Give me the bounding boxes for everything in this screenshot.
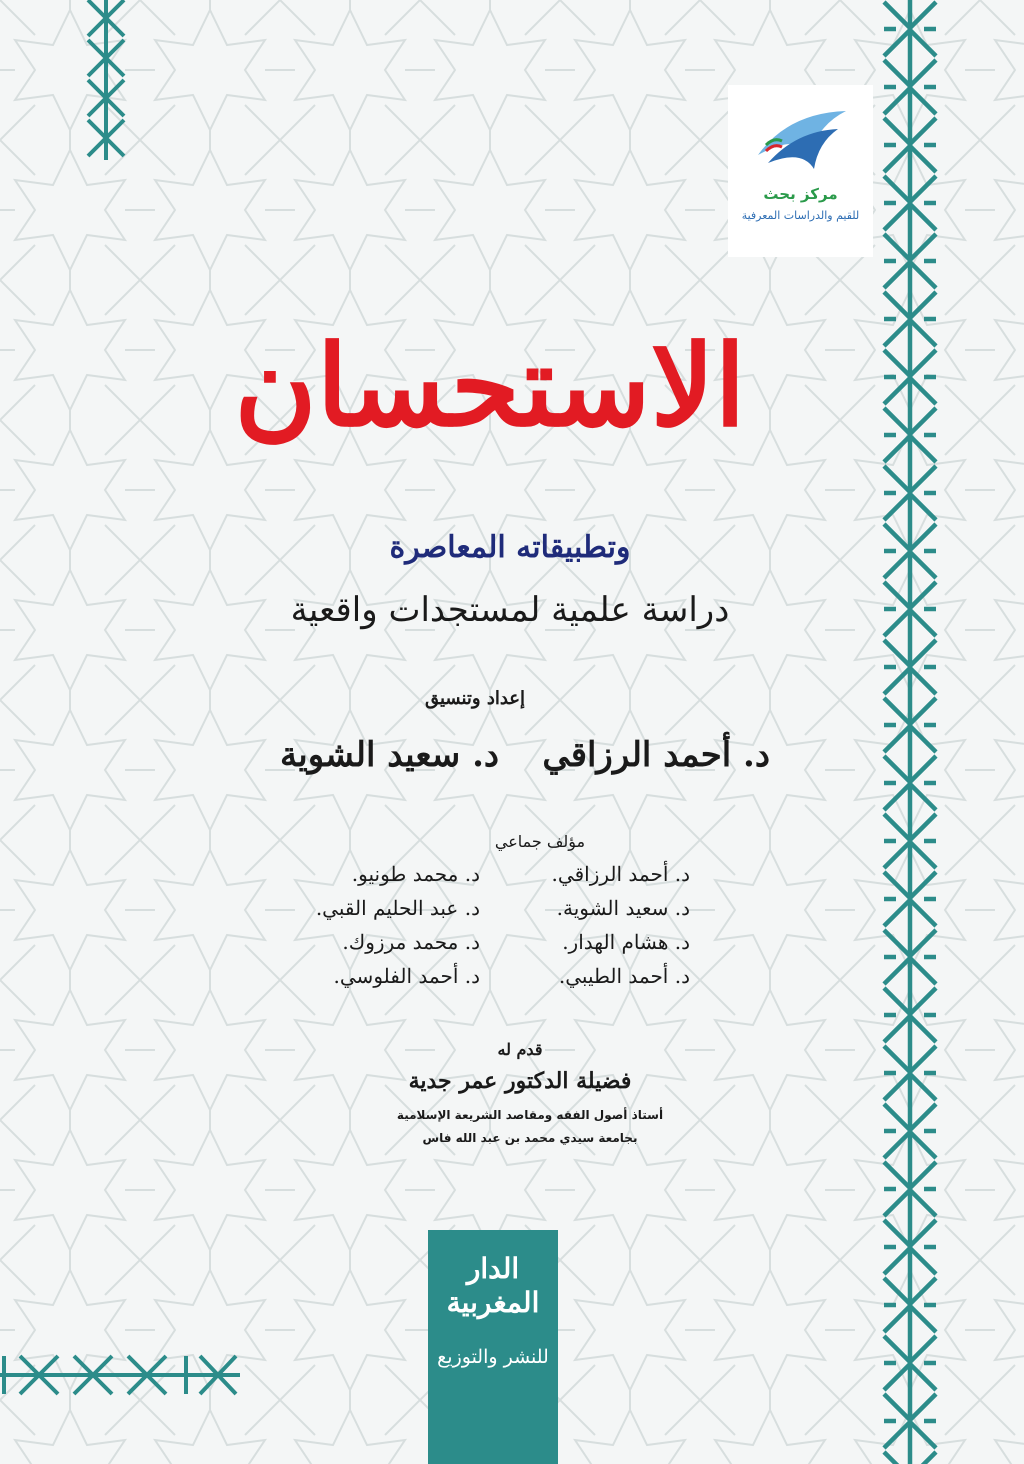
contributor: د. أحمد الرزاقي. — [551, 862, 690, 886]
publisher-subtitle: للنشر والتوزيع — [437, 1346, 549, 1368]
presenter-role: أستاذ أصول الفقه ومقاصد الشريعة الإسلامية — [396, 1108, 664, 1122]
research-center-logo — [728, 85, 873, 257]
contributor: د. عبد الحليم القبي. — [315, 896, 480, 920]
book-subtitle: وتطبيقاته المعاصرة — [389, 530, 631, 565]
top-left-ornament — [84, 0, 128, 160]
publisher-logo — [428, 1230, 558, 1464]
contributor: د. هشام الهدار. — [562, 930, 690, 954]
research-center-name: مركز بحث — [763, 185, 838, 203]
bottom-left-ornament — [0, 1352, 240, 1398]
book-title: الاستحسان — [234, 321, 746, 452]
book-subtitle-secondary: دراسة علمية لمستجدات واقعية — [290, 590, 730, 630]
right-border-ornament — [880, 0, 940, 1464]
research-center-subtitle: للقيم والدراسات المعرفية — [741, 209, 860, 222]
contributor: د. سعيد الشوية. — [556, 896, 690, 920]
contributor: د. محمد طونيو. — [351, 862, 480, 886]
collective-work-label: مؤلف جماعي — [494, 832, 586, 851]
publisher-name: الدار المغربية — [446, 1252, 540, 1319]
presenter-affiliation: بجامعة سيدي محمد بن عبد الله فاس — [422, 1131, 638, 1145]
contributor: د. محمد مرزوك. — [342, 930, 480, 954]
presenter-name: فضيلة الدكتور عمر جدية — [408, 1068, 632, 1094]
introduced-by-label: قدم له — [497, 1040, 543, 1059]
contributors-list — [290, 862, 690, 1002]
prepared-by-label: إعداد وتنسيق — [424, 688, 526, 709]
contributor: د. أحمد الفلوسي. — [333, 964, 480, 988]
main-author-1: د. أحمد الرزاقي — [542, 735, 770, 775]
main-authors — [250, 735, 770, 795]
contributor: د. أحمد الطيبي. — [558, 964, 690, 988]
bird-icon — [748, 103, 853, 181]
main-author-2: د. سعيد الشوية — [280, 735, 500, 775]
